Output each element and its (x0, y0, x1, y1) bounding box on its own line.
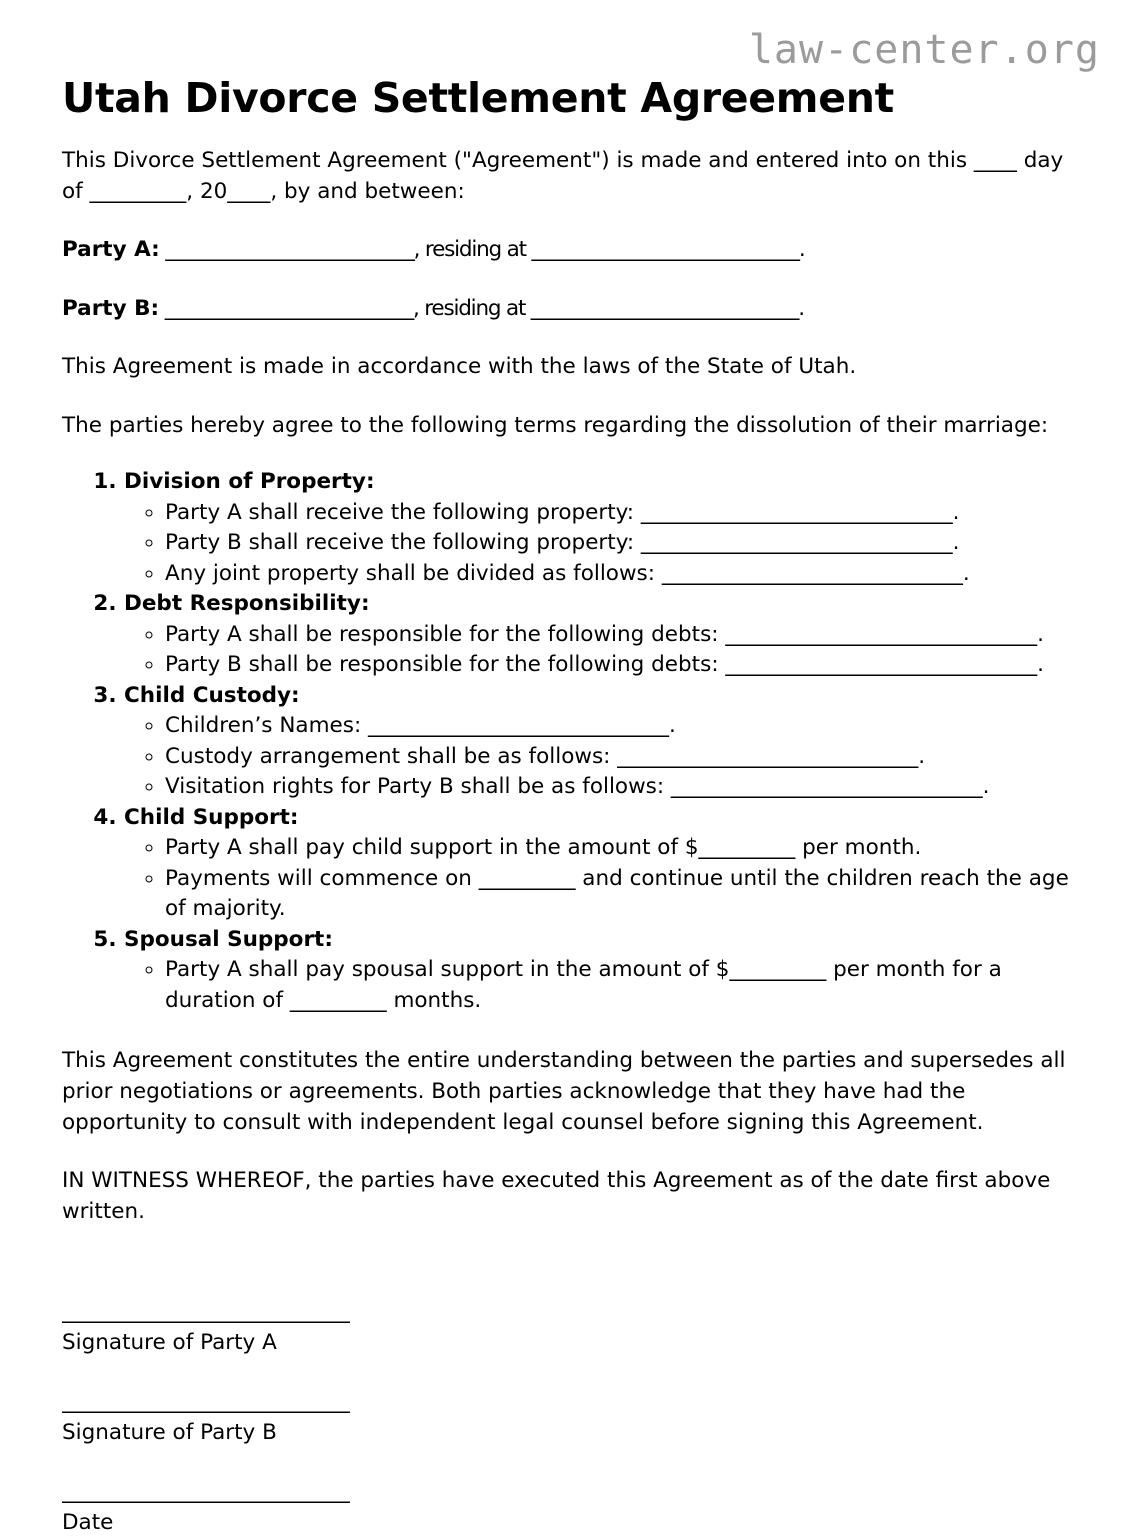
signature-caption: Signature of Party A (62, 1330, 277, 1356)
term-sublist (124, 711, 1071, 803)
term-label: Division of Property: (124, 469, 375, 495)
terms-intro-paragraph: The parties hereby agree to the following terms regarding the dissolution of their marriage: (62, 412, 1049, 438)
term-sublist (124, 955, 1071, 1016)
party-b-label: Party B: (62, 295, 160, 321)
signature-caption: Signature of Party B (62, 1419, 277, 1445)
term-subitem: ◦ Party A shall pay child support in the amount of $_________ per month. (165, 833, 1071, 864)
term-subitem: ◦ Party B shall be responsible for the following debts: _____________________________. (165, 650, 1071, 681)
witness-paragraph: IN WITNESS WHEREOF, the parties have executed this Agreement as of the date first above written. (62, 1168, 1051, 1224)
signature-rule: ______________________________ (62, 1301, 349, 1325)
term-subitem: ◦ Custody arrangement shall be as follows: ____________________________. (165, 742, 1071, 773)
document-content (62, 0, 1071, 1537)
signature-block (62, 1227, 1071, 1537)
term-sublist (124, 498, 1071, 590)
party-a-line (62, 207, 1071, 266)
party-a-blanks: __________________________, residing at ____________________________. (159, 237, 805, 263)
term-subitem: ◦ Party A shall pay spousal support in the amount of $_________ per month for a duration of _________ months. (165, 955, 1071, 1016)
term-sublist (124, 620, 1071, 681)
signature-date (62, 1447, 1071, 1537)
term-label: Debt Responsibility: (124, 591, 370, 617)
page-title: Utah Divorce Settlement Agreement (62, 74, 894, 122)
party-a-label: Party A: (62, 237, 160, 263)
signature-party-a (62, 1267, 1071, 1357)
term-label: Child Custody: (124, 682, 300, 708)
party-b-line (62, 266, 1071, 325)
term-sublist (124, 833, 1071, 925)
term-item (124, 681, 1071, 803)
governing-law-paragraph: This Agreement is made in accordance with the laws of the State of Utah. (62, 354, 857, 380)
party-b-blanks: __________________________, residing at ____________________________. (159, 295, 804, 321)
term-item (124, 589, 1071, 681)
signature-party-b (62, 1357, 1071, 1447)
term-subitem: ◦ Any joint property shall be divided as follows: ____________________________. (165, 559, 1071, 590)
term-subitem: ◦ Party A shall receive the following property: _____________________________. (165, 498, 1071, 529)
site-watermark: law-center.org (748, 27, 1100, 73)
term-item (124, 925, 1071, 1017)
term-item (124, 467, 1071, 589)
term-subitem: ◦ Party A shall be responsible for the following debts: _____________________________. (165, 620, 1071, 651)
term-item (124, 803, 1071, 925)
term-subitem: ◦ Party B shall receive the following property: _____________________________. (165, 528, 1071, 559)
term-subitem: ◦ Children’s Names: ____________________________. (165, 711, 1071, 742)
intro-paragraph: This Divorce Settlement Agreement ("Agreement") is made and entered into on this ____ day of _________, 20____, by and between: (62, 148, 1064, 204)
term-label: Spousal Support: (124, 926, 333, 952)
term-label: Child Support: (124, 804, 299, 830)
term-subitem: ◦ Payments will commence on _________ and continue until the children reach the age of majority. (165, 864, 1071, 925)
signature-rule: ______________________________ (62, 1390, 349, 1414)
entire-understanding-paragraph: This Agreement constitutes the entire understanding between the parties and supersedes all prior negotiations or agreements. Both parties acknowledge that they have had the opportunity to consult with independent legal counsel before signing this Agreement. (62, 1048, 1066, 1135)
terms-list (62, 441, 1071, 1016)
term-subitem: ◦ Visitation rights for Party B shall be as follows: _____________________________. (165, 772, 1071, 803)
signature-caption: Date (62, 1509, 114, 1535)
signature-rule: ______________________________ (62, 1480, 349, 1504)
